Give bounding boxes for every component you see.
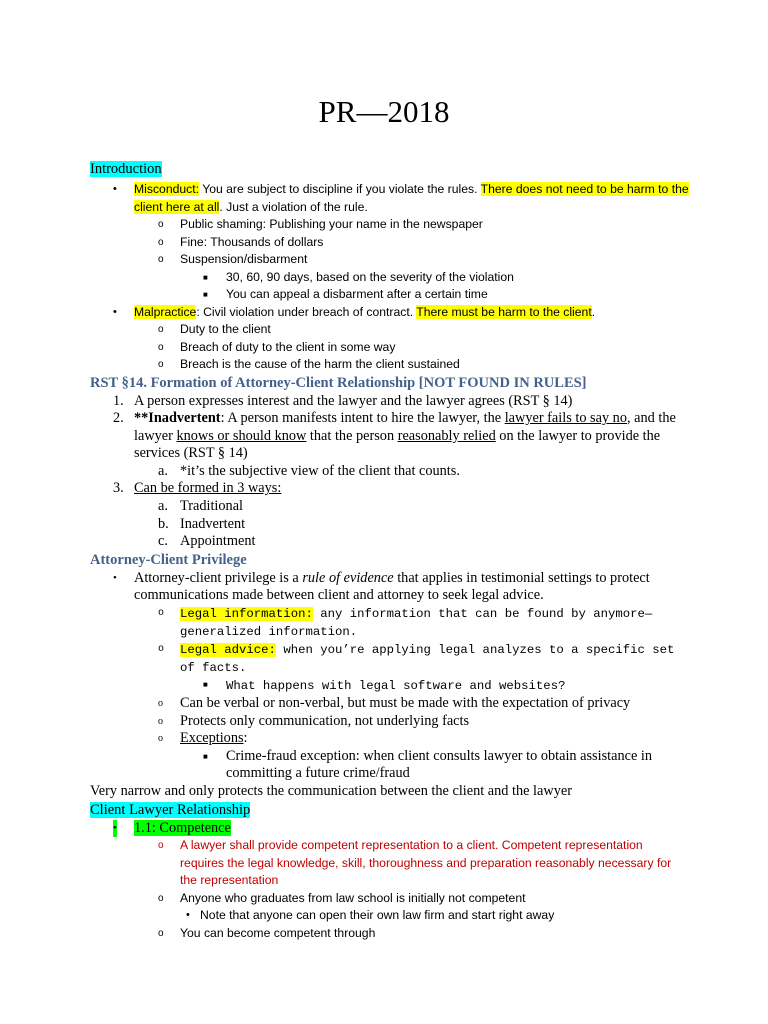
circle-bullet-icon: o bbox=[158, 219, 164, 230]
circle-bullet-icon: o bbox=[158, 359, 164, 370]
list-item: o Breach of duty to the client in some way bbox=[90, 339, 690, 357]
bullet-icon: • bbox=[113, 820, 117, 838]
circle-bullet-icon: o bbox=[158, 324, 164, 335]
section-heading-client-lawyer: Client Lawyer Relationship bbox=[90, 801, 251, 818]
square-bullet-icon: ■ bbox=[203, 681, 208, 691]
section-heading-introduction: Introduction bbox=[90, 161, 162, 177]
list-item: ■ Crime-fraud exception: when client consults lawyer to obtain assistance in committing a future crime/fraud bbox=[203, 747, 653, 782]
circle-bullet-icon: o bbox=[158, 927, 164, 939]
page-title: PR—2018 bbox=[318, 94, 450, 129]
list-item: o Anyone who graduates from law school is initially not competent bbox=[90, 890, 690, 908]
list-item: o Public shaming: Publishing your name in the newspaper bbox=[90, 216, 690, 234]
paragraph: Very narrow and only protects the communication between the client and the lawyer bbox=[90, 783, 572, 799]
list-item: o Breach is the cause of the harm the client sustained bbox=[90, 356, 690, 374]
circle-bullet-icon: o bbox=[158, 644, 165, 656]
circle-bullet-icon: o bbox=[158, 236, 164, 248]
list-item-misconduct: • Misconduct: You are subject to discipline if you violate the rules. There does not need to be harm to the client here at all. Just a violation of the rule. bbox=[113, 182, 689, 214]
circle-bullet-icon: o bbox=[158, 840, 164, 852]
circle-bullet-icon: o bbox=[158, 892, 164, 904]
list-item: ■ What happens with legal software and websites? bbox=[203, 679, 566, 694]
list-item: • Note that anyone can open their own law firm and start right away bbox=[90, 907, 690, 925]
circle-bullet-icon: o bbox=[158, 698, 163, 710]
circle-bullet-icon: o bbox=[158, 254, 164, 265]
list-item: o Legal information: any information that can be found by anymore—generalized information. bbox=[158, 607, 653, 640]
list-item-rule-text: o A lawyer shall provide competent representation to a client. Competent representation requires the legal knowledge, skill, thoroughness and preparation reasonably necessary for the representation bbox=[158, 838, 672, 888]
list-item-competence: • 1.1: Competence bbox=[113, 819, 231, 836]
list-item: o Legal advice: when you’re applying legal analyzes to a specific set of facts. bbox=[158, 643, 675, 676]
list-item: c. Appointment bbox=[158, 533, 256, 550]
list-item: 2. **Inadvertent: A person manifests intent to hire the lawyer, the lawyer fails to say no, and the lawyer knows or should know that the person reasonably relied on the lawyer to provide the services (RST § 14) bbox=[113, 410, 676, 462]
list-item: o Exceptions: bbox=[158, 730, 248, 747]
bullet-icon: • bbox=[113, 183, 117, 195]
list-item: b. Inadvertent bbox=[158, 515, 246, 532]
list-item: o Duty to the client bbox=[90, 321, 690, 339]
list-item: 3. Can be formed in 3 ways: bbox=[113, 480, 282, 497]
list-item: a. Traditional bbox=[158, 498, 244, 515]
list-item: • Attorney-client privilege is a rule of evidence that applies in testimonial settings to protect communications made between client and attorney to seek legal advice. bbox=[113, 569, 650, 604]
square-bullet-icon: ■ bbox=[203, 751, 208, 761]
list-item: o Fine: Thousands of dollars bbox=[90, 234, 690, 252]
list-item: ■ You can appeal a disbarment after a certain time bbox=[90, 286, 690, 304]
square-bullet-icon: ■ bbox=[203, 272, 208, 282]
section-heading-privilege: Attorney-Client Privilege bbox=[90, 551, 247, 568]
list-item: o You can become competent through bbox=[90, 925, 690, 943]
circle-bullet-icon: o bbox=[158, 608, 165, 620]
square-bullet-icon: ■ bbox=[203, 290, 208, 299]
bullet-icon: • bbox=[186, 909, 190, 922]
bullet-icon: • bbox=[113, 571, 117, 584]
circle-bullet-icon: o bbox=[158, 733, 163, 745]
list-item: o Protects only communication, not underlying facts bbox=[158, 712, 470, 729]
circle-bullet-icon: o bbox=[158, 341, 164, 353]
list-item: 1. A person expresses interest and the lawyer and the lawyer agrees (RST § 14) bbox=[113, 392, 573, 409]
list-item: o Can be verbal or non-verbal, but must be made with the expectation of privacy bbox=[158, 695, 631, 712]
section-heading-rst14: RST §14. Formation of Attorney-Client Relationship [NOT FOUND IN RULES] bbox=[90, 374, 587, 391]
list-item: o Suspension/disbarment bbox=[90, 251, 690, 269]
list-item: a. *it’s the subjective view of the client that counts. bbox=[158, 462, 460, 479]
document-body bbox=[90, 160, 690, 942]
circle-bullet-icon: o bbox=[158, 715, 163, 727]
list-item-malpractice: • Malpractice: Civil violation under breach of contract. There must be harm to the client. bbox=[90, 304, 690, 322]
bullet-icon: • bbox=[113, 305, 117, 318]
list-item: ■ 30, 60, 90 days, based on the severity of the violation bbox=[90, 269, 690, 287]
